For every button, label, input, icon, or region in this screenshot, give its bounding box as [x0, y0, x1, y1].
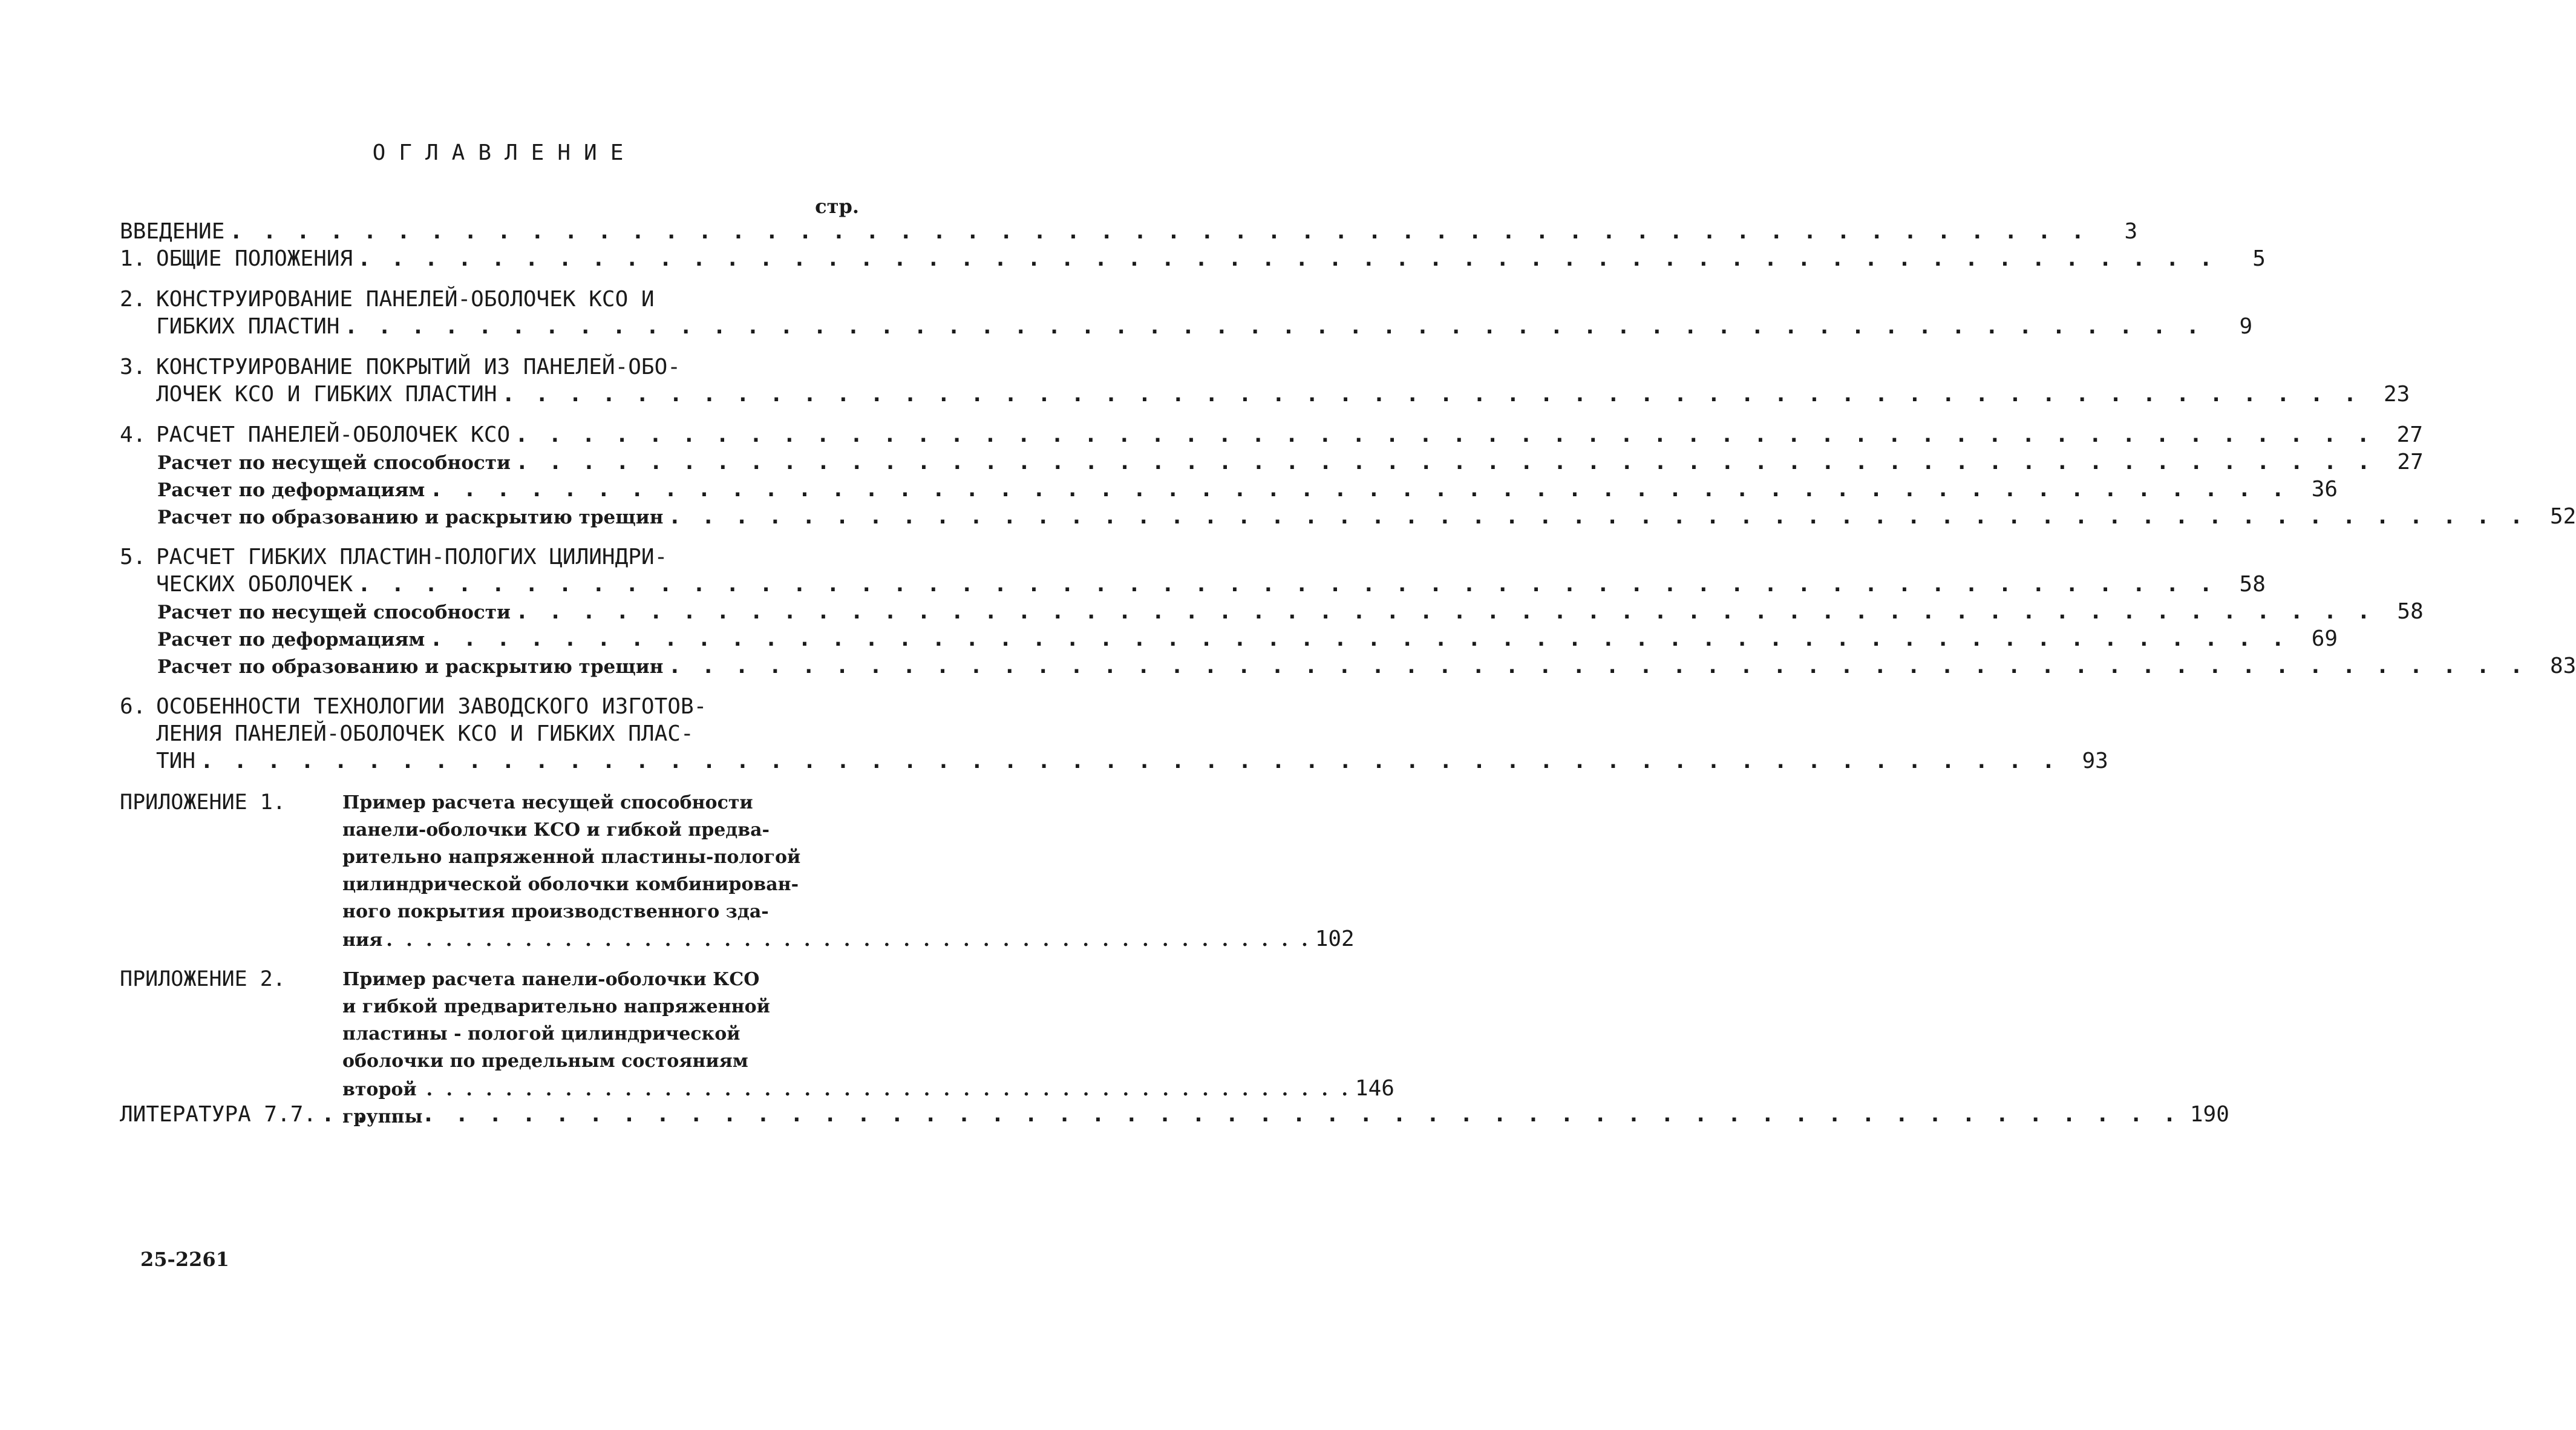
leader-dots: [669, 504, 2527, 529]
toc-entry-number: 4.: [120, 422, 146, 447]
toc-page-number: 3: [2124, 219, 2138, 244]
toc-page-number: 83: [2549, 654, 2576, 678]
toc-page-number: 9: [2239, 314, 2253, 339]
page-column-header: стр.: [815, 195, 859, 218]
document-code: 25-2261: [140, 1248, 229, 1271]
toc-page-number: 36: [2311, 477, 2338, 502]
toc-subentry[interactable]: [120, 450, 2424, 477]
leader-dots: [515, 599, 2374, 624]
toc-entry-5[interactable]: [120, 545, 2576, 681]
toc-page-number: 58: [2397, 599, 2424, 624]
toc-page-number: 146: [1355, 1076, 1394, 1101]
leader-dots: [358, 572, 2216, 597]
appendix-label: ПРИЛОЖЕНИЕ 2.: [120, 967, 286, 991]
page-title: ОГЛАВЛЕНИЕ: [372, 140, 637, 165]
toc-subentry-title: Расчет по образованию и раскрытию трещин: [157, 507, 664, 528]
toc-entry-title-continued: ЧЕСКИХ ОБОЛОЧЕК: [156, 572, 353, 597]
appendix-title-line: пластины - пологой цилиндрической: [342, 1023, 740, 1045]
toc-entry-literature[interactable]: [120, 1102, 2229, 1129]
appendix-title-line: панели-оболочки КСО и гибкой предва-: [342, 819, 770, 841]
toc-entry-title: ОБЩИЕ ПОЛОЖЕНИЯ: [156, 246, 353, 271]
appendix-title-line: ного покрытия производственного зда-: [342, 901, 769, 922]
toc-subentry-title: Расчет по несущей способности: [157, 602, 511, 623]
toc-subentry[interactable]: [120, 626, 2338, 654]
toc-entry-intro[interactable]: [120, 219, 2138, 246]
toc-entry-title: ВВЕДЕНИЕ: [120, 219, 225, 244]
toc-entry-number: 5.: [120, 545, 146, 569]
leader-dots: [321, 1102, 2180, 1127]
toc-entry-title: ЛИТЕРАТУРА 7.7.: [120, 1102, 317, 1127]
toc-subentry[interactable]: [120, 599, 2424, 626]
appendix-title-line: Пример расчета панели-оболочки КСО: [342, 969, 760, 990]
leader-dots: [502, 382, 2361, 407]
table-of-contents: [120, 195, 2576, 1129]
toc-entry-title-continued: ЛОЧЕК КСО И ГИБКИХ ПЛАСТИН: [156, 382, 497, 407]
leader-dots: [229, 219, 2088, 244]
toc-entry-2[interactable]: [120, 287, 2253, 341]
appendix-title-line: Пример расчета несущей способности: [342, 792, 753, 813]
leader-dots: [386, 927, 1311, 954]
toc-entry-6[interactable]: [120, 694, 2108, 776]
toc-subentry-title: Расчет по деформациям: [157, 479, 425, 501]
toc-entry-3[interactable]: [120, 355, 2410, 409]
toc-page-number: 27: [2396, 422, 2423, 447]
appendix-title-line: и гибкой предварительно напряженной: [342, 996, 770, 1017]
leader-dots: [358, 246, 2216, 271]
appendix-title-line: цилиндрической оболочки комбинирован-: [342, 874, 799, 895]
leader-dots: [430, 626, 2288, 651]
toc-entry-number: 3.: [120, 355, 146, 379]
leader-dots: [669, 654, 2527, 678]
toc-subentry[interactable]: [120, 654, 2576, 681]
toc-entry-title-continued: ГИБКИХ ПЛАСТИН: [156, 314, 340, 339]
toc-page-number: 5: [2252, 246, 2266, 271]
leader-dots: [344, 314, 2203, 339]
toc-page-number: 23: [2383, 382, 2410, 407]
toc-page-number: 27: [2397, 450, 2424, 474]
toc-entry-title: РАСЧЕТ ГИБКИХ ПЛАСТИН-ПОЛОГИХ ЦИЛИНДРИ-: [156, 545, 668, 569]
toc-subentry-title: Расчет по деформациям: [157, 629, 425, 651]
toc-page-number: 52: [2549, 504, 2576, 529]
toc-entry-title: РАСЧЕТ ПАНЕЛЕЙ-ОБОЛОЧЕК КСО: [156, 422, 511, 447]
toc-page-number: 190: [2189, 1102, 2229, 1127]
appendix-title-line: второй группы: [342, 1079, 423, 1127]
leader-dots: [200, 749, 2059, 773]
toc-entry-title-continued: ТИН: [156, 749, 196, 773]
leader-dots: [515, 450, 2374, 474]
toc-subentry-title: Расчет по несущей способности: [157, 452, 511, 474]
toc-entry-title: КОНСТРУИРОВАНИЕ ПОКРЫТИЙ ИЗ ПАНЕЛЕЙ-ОБО-: [156, 355, 681, 379]
toc-page-number: 102: [1315, 927, 1355, 951]
toc-subentry-title: Расчет по образованию и раскрытию трещин: [157, 656, 664, 678]
toc-entry-title: КОНСТРУИРОВАНИЕ ПАНЕЛЕЙ-ОБОЛОЧЕК КСО И: [156, 287, 655, 312]
toc-subentry[interactable]: [120, 477, 2338, 504]
toc-page-number: 58: [2239, 572, 2266, 597]
toc-appendix-1[interactable]: [120, 789, 1355, 953]
leader-dots: [427, 1076, 1352, 1103]
appendix-title-line: ния: [342, 930, 383, 951]
appendix-title-line: рительно напряженной пластины-пологой: [342, 847, 801, 868]
toc-entry-number: 6.: [120, 694, 146, 719]
toc-entry-title: ОСОБЕННОСТИ ТЕХНОЛОГИИ ЗАВОДСКОГО ИЗГОТОВ-: [156, 694, 707, 719]
toc-entry-title-continued: ЛЕНИЯ ПАНЕЛЕЙ-ОБОЛОЧЕК КСО И ГИБКИХ ПЛАС-: [156, 721, 694, 746]
toc-page-number: 93: [2082, 749, 2108, 773]
toc-page-number: 69: [2311, 626, 2338, 651]
toc-entry-number: 2.: [120, 287, 146, 312]
appendix-label: ПРИЛОЖЕНИЕ 1.: [120, 790, 286, 815]
toc-subentry[interactable]: [120, 504, 2576, 531]
leader-dots: [430, 477, 2288, 502]
toc-entry-1[interactable]: [120, 246, 2266, 274]
toc-entry-number: 1.: [120, 246, 146, 271]
toc-entry-4[interactable]: [120, 422, 2576, 531]
appendix-title-line: оболочки по предельным состояниям: [342, 1051, 748, 1072]
leader-dots: [515, 422, 2373, 447]
